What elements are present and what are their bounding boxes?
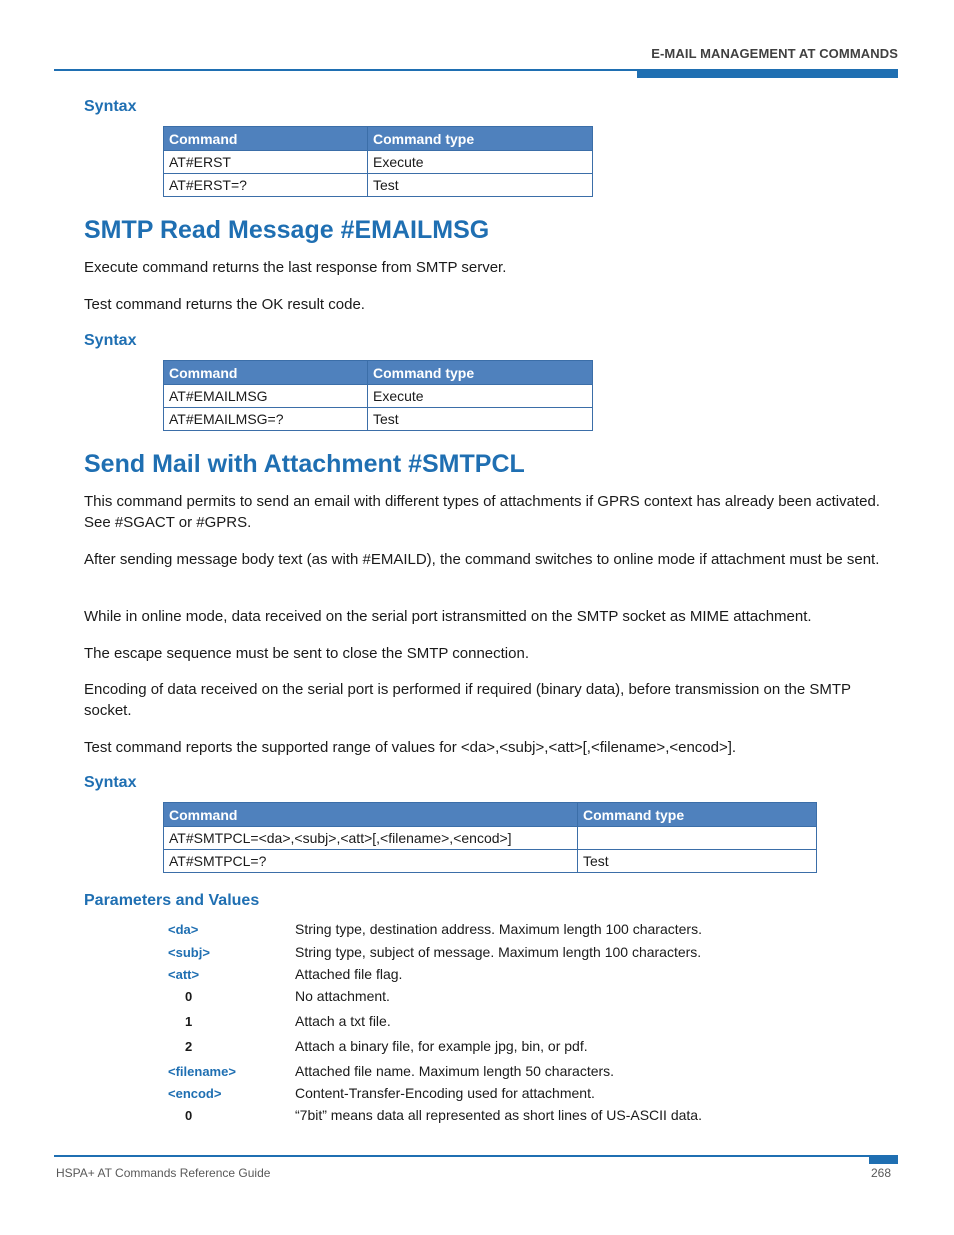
table-row: [164, 385, 593, 408]
smtpcl-paragraph: This command permits to send an email with different types of attachments if GPRS context has already been activated. See #SGACT or #GPRS.: [84, 493, 880, 531]
smtpcl-syntax-table: [163, 802, 817, 873]
running-header: E-MAIL MANAGEMENT AT COMMANDS: [651, 46, 898, 61]
param-value: 0: [185, 1108, 193, 1123]
param-description: Attached file flag.: [295, 966, 403, 982]
param-description: Attached file name. Maximum length 50 characters.: [295, 1063, 615, 1079]
table-header-command: Command: [164, 361, 368, 385]
param-description: No attachment.: [295, 988, 390, 1004]
emailmsg-section-title: SMTP Read Message #EMAILMSG: [84, 216, 490, 244]
command-cell: AT#EMAILMSG=?: [164, 408, 368, 431]
table-row: [164, 151, 593, 174]
command-type-cell: Execute: [368, 385, 593, 408]
command-cell: AT#ERST=?: [164, 174, 368, 197]
command-type-cell: Test: [578, 850, 817, 873]
smtpcl-paragraph: After sending message body text (as with #EMAILD), the command switches to online mode if attachment must be sent.: [84, 551, 880, 568]
param-value: 0: [185, 989, 193, 1004]
smtpcl-section-title: Send Mail with Attachment #SMTPCL: [84, 450, 525, 478]
table-row: [164, 827, 817, 850]
command-cell: AT#SMTPCL=?: [164, 850, 578, 873]
page-number: 268: [870, 1166, 891, 1180]
table-row: [164, 850, 817, 873]
parameters-heading: Parameters and Values: [84, 892, 260, 909]
param-name: <filename>: [168, 1064, 236, 1079]
param-description: “7bit” means data all represented as short lines of US-ASCII data.: [295, 1107, 702, 1123]
table-header-command-type: Command type: [578, 803, 817, 827]
emailmsg-syntax-heading: Syntax: [84, 332, 137, 349]
emailmsg-paragraph: Execute command returns the last response from SMTP server.: [84, 259, 507, 276]
param-description: Content-Transfer-Encoding used for attachment.: [295, 1085, 595, 1101]
param-value: 2: [185, 1039, 193, 1054]
param-description: String type, subject of message. Maximum length 100 characters.: [295, 944, 702, 960]
param-value: 1: [185, 1014, 193, 1029]
footer-accent-block: [869, 1155, 898, 1164]
table-header-command: Command: [164, 127, 368, 151]
param-description: String type, destination address. Maximum length 100 characters.: [295, 921, 702, 937]
param-description: Attach a binary file, for example jpg, bin, or pdf.: [295, 1038, 588, 1054]
emailmsg-syntax-table: [163, 360, 593, 431]
smtpcl-paragraph: The escape sequence must be sent to close the SMTP connection.: [84, 645, 529, 662]
table-row: [164, 408, 593, 431]
header-accent-block: [637, 70, 898, 78]
smtpcl-paragraph: Encoding of data received on the serial port is performed if required (binary data), before transmission on the SMTP socket.: [84, 681, 851, 719]
command-cell: AT#EMAILMSG: [164, 385, 368, 408]
command-type-cell: Execute: [368, 151, 593, 174]
smtpcl-paragraph: While in online mode, data received on the serial port istransmitted on the SMTP socket as MIME attachment.: [84, 608, 812, 625]
erst-syntax-heading: Syntax: [84, 98, 137, 115]
erst-syntax-table: [163, 126, 593, 197]
command-cell: AT#SMTPCL=<da>,<subj>,<att>[,<filename>,<encod>]: [164, 827, 578, 850]
command-type-cell: [578, 827, 817, 850]
table-header-command-type: Command type: [368, 127, 593, 151]
param-name: <encod>: [168, 1086, 222, 1101]
command-type-cell: Test: [368, 408, 593, 431]
table-header-command: Command: [164, 803, 578, 827]
footer-rule: [54, 1155, 898, 1157]
smtpcl-paragraph: Test command reports the supported range of values for <da>,<subj>,<att>[,<filename>,<encod>].: [84, 739, 737, 756]
param-name: <subj>: [168, 945, 210, 960]
param-name: <att>: [168, 967, 200, 982]
table-row: [164, 174, 593, 197]
emailmsg-paragraph: Test command returns the OK result code.: [84, 296, 365, 313]
smtpcl-syntax-heading: Syntax: [84, 774, 137, 791]
param-description: Attach a txt file.: [295, 1013, 391, 1029]
footer-document-title: HSPA+ AT Commands Reference Guide: [56, 1166, 271, 1180]
table-header-command-type: Command type: [368, 361, 593, 385]
command-type-cell: Test: [368, 174, 593, 197]
param-name: <da>: [168, 922, 199, 937]
command-cell: AT#ERST: [164, 151, 368, 174]
